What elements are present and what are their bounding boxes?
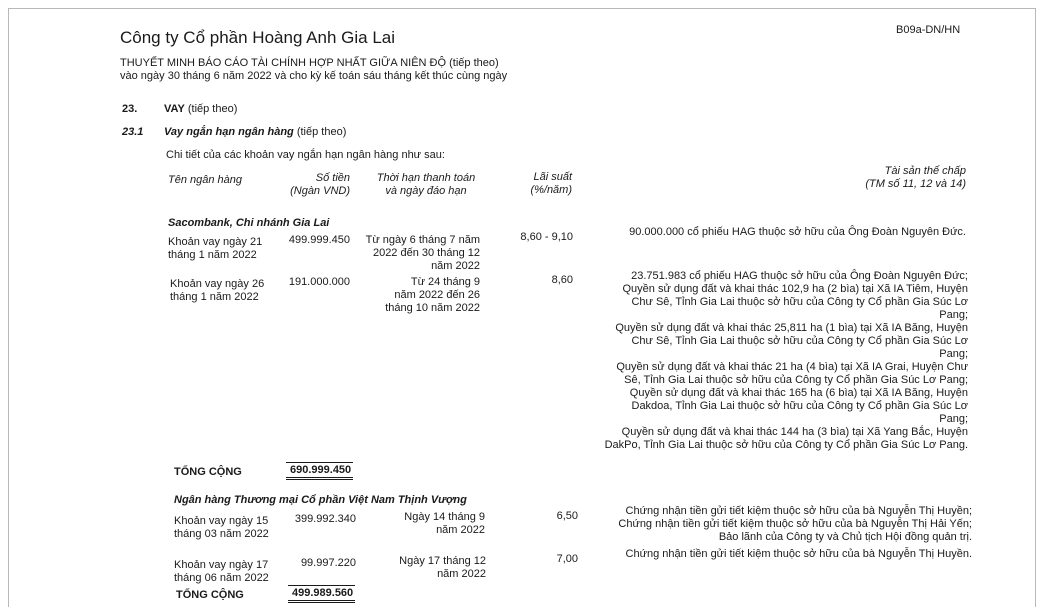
- loan-amount: 499.999.450: [288, 234, 350, 246]
- form-code: B09a-DN/HN: [896, 24, 961, 36]
- loan-collateral: 90.000.000 cổ phiếu HAG thuộc sở hữu của Ông Đoàn Nguyên Đức.: [629, 226, 966, 238]
- loan-name: Khoản vay ngày 21 tháng 1 năm 2022: [168, 236, 263, 261]
- total-label: TỔNG CỘNG: [174, 466, 242, 478]
- section-number: 23.: [122, 103, 138, 115]
- loan-name: Khoản vay ngày 17 tháng 06 năm 2022: [174, 559, 269, 584]
- bank-name: Sacombank, Chi nhánh Gia Lai: [168, 217, 330, 229]
- total-amount: 499.989.560: [288, 585, 355, 603]
- column-header-amount: Số tiền (Ngàn VND): [290, 172, 350, 197]
- loan-amount: 99.997.220: [300, 557, 356, 569]
- loan-term: Ngày 14 tháng 9 năm 2022: [404, 511, 485, 536]
- loan-name: Khoản vay ngày 26 tháng 1 năm 2022: [170, 278, 265, 303]
- column-header-rate: Lãi suất (%/năm): [530, 171, 572, 196]
- total-amount: 690.999.450: [286, 462, 353, 480]
- total-label: TỔNG CỘNG: [176, 589, 244, 601]
- intro-text: Chi tiết của các khoản vay ngắn hạn ngân hàng như sau:: [166, 149, 445, 161]
- column-header-collateral: Tài sản thế chấp (TM số 11, 12 và 14): [865, 165, 966, 190]
- subsection-number: 23.1: [122, 126, 144, 138]
- loan-rate: 8,60: [551, 274, 573, 286]
- section-title: VAY (tiếp theo): [164, 103, 238, 115]
- loan-term: Từ ngày 6 tháng 7 năm 2022 đến 30 tháng 12 năm 2022: [365, 234, 480, 272]
- column-header-bank: Tên ngân hàng: [168, 174, 243, 186]
- subsection-title: Vay ngắn hạn ngân hàng (tiếp theo): [164, 126, 347, 138]
- loan-name: Khoản vay ngày 15 tháng 03 năm 2022: [174, 515, 269, 540]
- report-period: vào ngày 30 tháng 6 năm 2022 và cho kỳ kế toán sáu tháng kết thúc cùng ngày: [120, 70, 508, 82]
- loan-collateral: Chứng nhận tiền gửi tiết kiệm thuộc sở hữu của bà Nguyễn Thị Huyền.: [625, 548, 972, 560]
- loan-term: Ngày 17 tháng 12 năm 2022: [399, 555, 486, 580]
- column-header-term: Thời hạn thanh toán và ngày đáo hạn: [376, 172, 476, 197]
- loan-amount: 399.992.340: [294, 513, 356, 525]
- loan-term: Từ 24 tháng 9 năm 2022 đến 26 tháng 10 năm 2022: [385, 276, 480, 314]
- loan-collateral: 23.751.983 cổ phiếu HAG thuộc sở hữu của Ông Đoàn Nguyên Đức; Quyền sử dụng đất và khai thác 102,9 ha (2 bìa) tại Xã IA Tiêm, Huyện Chư Sê, Tỉnh Gia Lai thuộc sở hữu của Công ty Cổ phần Gia Súc Lơ Pang; Quyền sử dụng đất và khai thác 25,811 ha (1 bìa) tại Xã IA Băng, Huyện Chư Sê, Tỉnh Gia Lai thuộc sở hữu của Công ty Cổ phần Gia Súc Lơ Pang; Quyền sử dụng đất và khai thác 21 ha (4 bìa) tại Xã IA Grai, Huyện Chư Sê, Tỉnh Gia Lai thuộc sở hữu của Công ty Cổ phần Gia Súc Lơ Pang; Quyền sử dụng đất và khai thác 165 ha (6 bìa) tại Xã IA Băng, Huyện Dakdoa, Tỉnh Gia Lai thuộc sở hữu của Công ty Cổ phần Gia Súc Lơ Pang; Quyền sử dụng đất và khai thác 144 ha (3 bìa) tại Xã Yang Bắc, Huyện DakPo, Tỉnh Gia Lai thuộc sở hữu của Công ty Cổ phần Gia Súc Lơ Pang.: [604, 270, 968, 451]
- loan-collateral: Chứng nhận tiền gửi tiết kiệm thuộc sở hữu của bà Nguyễn Thị Huyền; Chứng nhận tiền gửi tiết kiệm thuộc sở hữu của bà Nguyễn Thị Hải Yến; Bảo lãnh của Công ty và Chủ tịch Hội đồng quản trị.: [618, 505, 972, 543]
- loan-rate: 7,00: [556, 553, 578, 565]
- report-subtitle: THUYẾT MINH BÁO CÁO TÀI CHÍNH HỢP NHẤT GIỮA NIÊN ĐỘ (tiếp theo): [120, 57, 499, 69]
- bank-name: Ngân hàng Thương mại Cổ phần Việt Nam Thịnh Vượng: [174, 494, 467, 506]
- company-name: Công ty Cổ phần Hoàng Anh Gia Lai: [120, 28, 396, 47]
- loan-rate: 8,60 - 9,10: [520, 231, 573, 243]
- loan-amount: 191.000.000: [288, 276, 350, 288]
- loan-rate: 6,50: [556, 510, 578, 522]
